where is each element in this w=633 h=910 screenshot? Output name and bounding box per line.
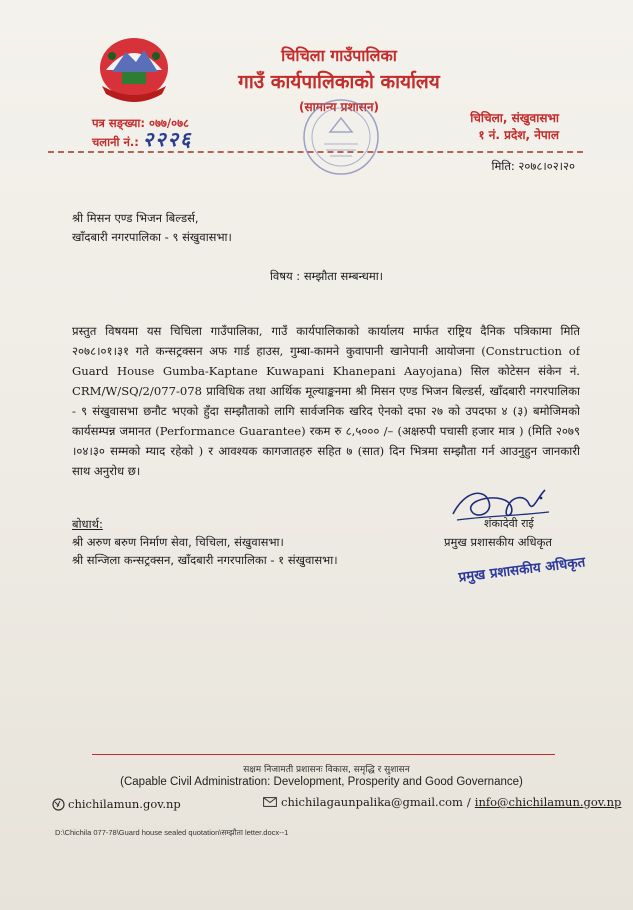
website-link[interactable] <box>52 797 181 811</box>
globe-icon <box>52 798 65 811</box>
dispatch-number: २२२६ <box>142 127 193 151</box>
footer-divider <box>92 754 555 755</box>
cc-block <box>72 515 338 569</box>
letter-subject: विषय : सम्झौता सम्बन्धमा। <box>269 269 384 283</box>
body-line: २०७८।०१।३१ गते कन्सट्रक्सन अफ गार्ड हाउस, गुम्बा-कामने कुवापानी खानेपानी आयोजना (Construction of <box>72 344 580 358</box>
municipality-name: चिचिला गाउँपालिका <box>281 46 397 65</box>
signatory-title: प्रमुख प्रशासकीय अधिकृत <box>444 535 552 549</box>
office-address <box>470 110 559 144</box>
website-text[interactable]: chichilamun.gov.np <box>68 797 181 811</box>
body-line: ।०४।३० सम्मको म्याद रहेको ) र आवश्यक कागजातहरु सहित ७ (सात) दिन भित्रमा सम्झौता गर्न आउनुहुन जानकारी <box>72 444 580 458</box>
body-line: Guard House Gumba-Kaptane Kuwapani Khanepani Aayojana) सिल कोटेसन संकेन नं. <box>72 364 580 378</box>
recipient-name: श्री मिसन एण्ड भिजन बिल्डर्स, <box>72 211 199 225</box>
recipient-address: खाँदबारी नगरपालिका - ९ संखुवासभा। <box>72 230 232 244</box>
body-line: कार्यसम्पन्न जमानत (Performance Guarantee) रकम रु ८,५००० /– (अक्षरुपी पचासी हजार मात्र ) (मिति २०७९ <box>72 424 580 438</box>
office-name: गाउँ कार्यपालिकाको कार्यालय <box>238 71 440 93</box>
body-line: साथ अनुरोध छ। <box>72 464 141 478</box>
recipient-block <box>72 209 232 247</box>
signatory-name: शंकादेवी राई <box>484 517 534 530</box>
office-section: (सामान्य प्रशासन) <box>298 100 380 114</box>
motto-english: (Capable Civil Administration: Development, Prosperity and Good Governance) <box>120 776 523 788</box>
dispatch-label: चलानी नं.: <box>92 135 139 149</box>
designation-stamp: प्रमुख प्रशासकीय अधिकृत <box>457 554 587 586</box>
cc-line-2: श्री सन्जिला कन्सट्रक्सन, खाँदबारी नगरपालिका - १ संखुवासभा। <box>72 553 338 567</box>
cc-line-1: श्री अरुण बरुण निर्माण सेवा, चिचिला, संखुवासभा। <box>72 535 284 549</box>
dispatch-line <box>92 127 193 151</box>
email-separator: / <box>466 795 471 809</box>
motto-nepali: सक्षम निजामती प्रशासनः विकास, समृद्धि र सुशासन <box>243 765 410 775</box>
email-link-1[interactable]: chichilagaunpalika@gmail.com <box>281 795 463 809</box>
address-line-2: १ नं. प्रदेश, नेपाल <box>478 128 559 142</box>
body-line: CRM/W/SQ/2/077-078 प्राविधिक तथा आर्थिक मूल्याङ्कनमा श्री मिसन एण्ड भिजन बिल्डर्स, खाँदबारी नगरपालिका <box>72 384 580 398</box>
header-divider <box>48 151 583 153</box>
address-line-1: चिचिला, संखुवासभा <box>470 111 559 125</box>
document-file-path: D:\Chichila 077-78\Guard house sealed quotation\सम्झौता letter.docx--1 <box>55 828 289 837</box>
reference-block <box>92 115 192 150</box>
letter-number: पत्र सङ्ख्या: ०७७/०७८ <box>92 116 190 130</box>
email-block <box>263 795 621 809</box>
email-link-2[interactable]: info@chichilamun.gov.np <box>474 795 622 809</box>
envelope-icon <box>263 797 277 807</box>
body-line: प्रस्तुत विषयमा यस चिचिला गाउँपालिका, गाउँ कार्यपालिकाको कार्यालय मार्फत राष्ट्रिय दैनिक पत्रिकामा मिति <box>72 324 580 338</box>
office-seal-stamp-icon <box>300 96 382 178</box>
letter-date: मिति: २०७८।०२।२० <box>491 159 575 173</box>
cc-heading: बोधार्थ: <box>72 517 103 531</box>
body-line: - ९ संखुवासभा छनौट भएको हुँदा सम्झौताको लागि सार्वजनिक खरिद ऐनको दफा २७ को उपदफा ४ (३) बमोजिमको <box>72 404 580 418</box>
letter-body <box>72 321 580 481</box>
